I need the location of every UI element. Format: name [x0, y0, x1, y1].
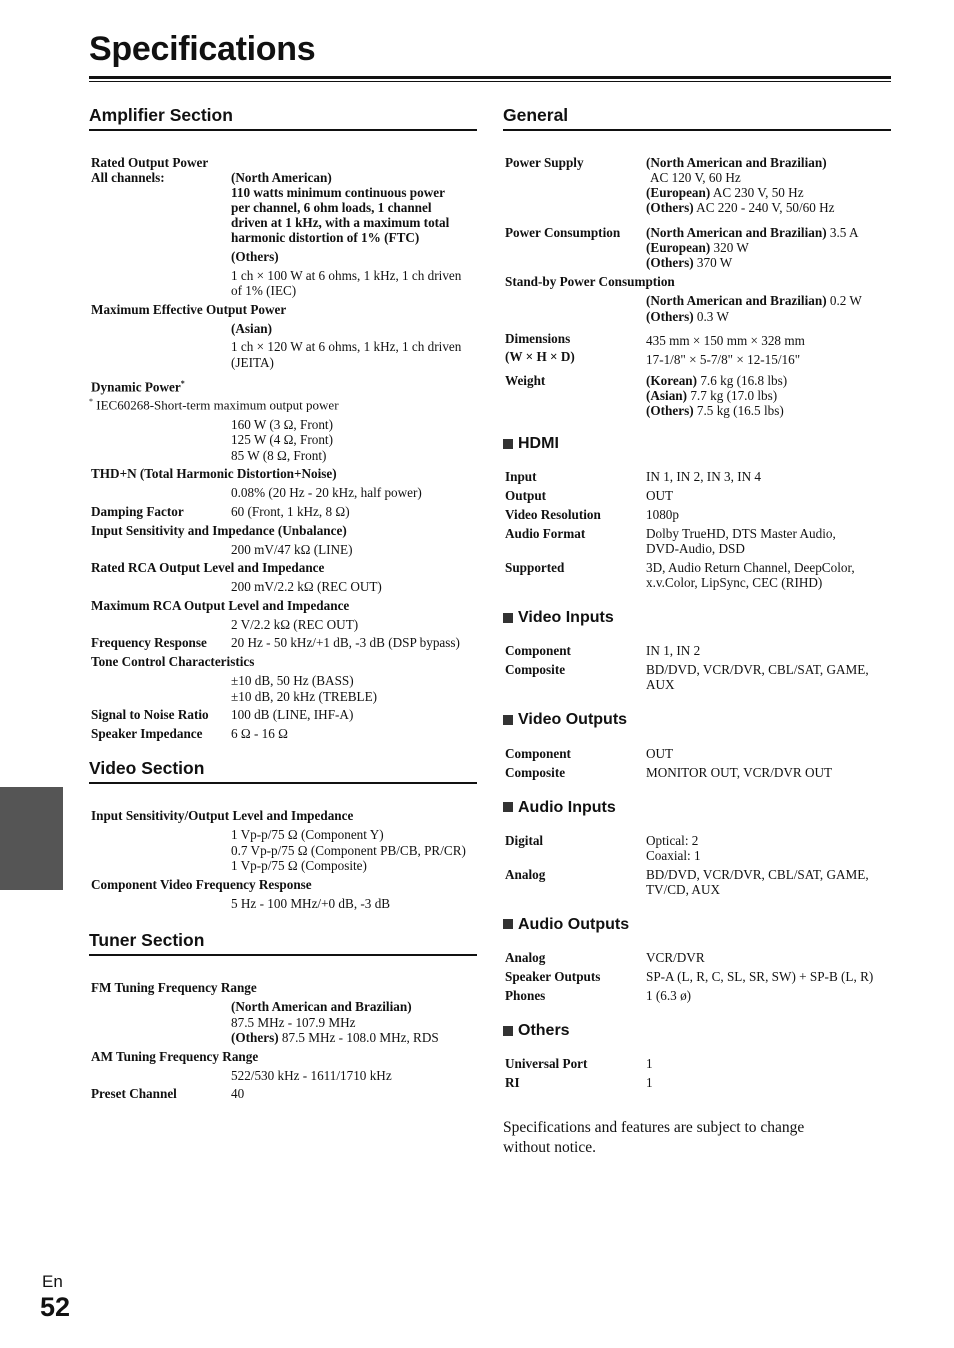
video-inputs-row — [503, 662, 891, 692]
video-outputs-value: OUT — [646, 745, 674, 761]
speaker-impedance-row — [89, 726, 477, 741]
frequency-response-label: Frequency Response — [91, 635, 207, 651]
video-value: 1 Vp-p/75 Ω (Composite) — [231, 858, 367, 874]
ps-others-value: AC 220 - 240 V, 50/60 Hz — [693, 200, 835, 215]
pc-na-value: 3.5 A — [826, 225, 859, 240]
general-section-heading: General — [503, 105, 891, 131]
hdmi-label: Supported — [505, 560, 565, 576]
hdmi-row — [503, 488, 891, 503]
video-inputs-label: Component — [505, 643, 571, 659]
audio-inputs-row — [503, 833, 891, 863]
tone-value: ±10 dB, 50 Hz (BASS) — [231, 673, 354, 689]
weight-row — [503, 373, 891, 418]
north-american-power — [231, 170, 477, 245]
video-outputs-label: Composite — [505, 764, 566, 780]
audio-outputs-row — [503, 988, 891, 1003]
video-inputs-heading-text: Video Inputs — [518, 609, 614, 627]
thd-value: 0.08% (20 Hz - 20 kHz, half power) — [231, 485, 422, 501]
snr-row — [89, 707, 477, 722]
language-label: En — [42, 1272, 63, 1291]
na-label: (North American) — [231, 170, 332, 185]
video-outputs-heading — [503, 710, 891, 729]
max-rca-label: Maximum RCA Output Level and Impedance — [91, 597, 350, 613]
square-bullet-icon — [503, 802, 513, 812]
hdmi-row — [503, 526, 891, 556]
hdmi-row — [503, 469, 891, 484]
dimensions-imperial: 17-1/8" × 5-7/8" × 12-15/16" — [646, 352, 801, 367]
damping-value: 60 (Front, 1 kHz, 8 Ω) — [231, 503, 350, 519]
dynamic-power-text: Dynamic Power — [91, 379, 181, 395]
audio-outputs-label: Phones — [505, 987, 546, 1003]
left-column — [89, 105, 477, 1105]
tone-control-values — [89, 673, 477, 704]
sb-others-label: (Others) — [646, 308, 694, 324]
video-input-label: Input Sensitivity/Output Level and Impedance — [91, 808, 354, 824]
square-bullet-icon — [503, 613, 513, 623]
preset-channel-value: 40 — [231, 1086, 245, 1102]
others-row — [503, 1075, 891, 1090]
video-outputs-row — [503, 746, 891, 761]
hdmi-heading-text: HDMI — [518, 435, 559, 452]
hdmi-value: OUT — [646, 488, 674, 504]
hdmi-value: IN 1, IN 2, IN 3, IN 4 — [646, 469, 762, 485]
fm-range-label: FM Tuning Frequency Range — [91, 980, 257, 996]
video-section-heading: Video Section — [89, 758, 477, 784]
rated-rca-label: Rated RCA Output Level and Impedance — [91, 560, 325, 576]
w-kr-label: (Korean) — [646, 373, 698, 388]
video-inputs-label: Composite — [505, 662, 566, 678]
snr-value: 100 dB (LINE, IHF-A) — [231, 707, 354, 723]
dimensions-row — [503, 330, 891, 369]
speaker-impedance-label: Speaker Impedance — [91, 726, 203, 742]
square-bullet-icon — [503, 919, 513, 929]
specs-notice — [503, 1118, 891, 1158]
max-effective-label: Maximum Effective Output Power — [91, 301, 287, 317]
w-ot-value: 7.5 kg (16.5 lbs) — [693, 403, 784, 418]
pc-eu-value: 320 W — [710, 240, 749, 255]
na-text-line: driven at 1 kHz, with a maximum total — [231, 215, 450, 230]
ps-na-label: (North American and Brazilian) — [646, 155, 827, 170]
rated-output-power-label: Rated Output Power — [91, 155, 209, 170]
component-video-freq-label: Component Video Frequency Response — [91, 876, 312, 892]
asian-text-line: (JEITA) — [231, 354, 274, 370]
dynamic-power-label — [89, 376, 477, 394]
power-supply-label: Power Supply — [505, 155, 584, 170]
na-text-line: per channel, 6 ohm loads, 1 channel — [231, 200, 432, 215]
others-power — [89, 268, 477, 299]
am-range-label: AM Tuning Frequency Range — [91, 1048, 259, 1064]
video-outputs-value: MONITOR OUT, VCR/DVR OUT — [646, 764, 833, 780]
video-inputs-value-line: BD/DVD, VCR/DVR, CBL/SAT, GAME, — [646, 662, 869, 678]
ps-na-value: AC 120 V, 60 Hz — [650, 170, 741, 185]
hdmi-value-line: x.v.Color, LipSync, CEC (RIHD) — [646, 575, 823, 591]
sb-others-value: 0.3 W — [693, 308, 729, 324]
audio-inputs-value-line: Coaxial: 1 — [646, 847, 701, 863]
ps-others-label: (Others) — [646, 200, 694, 215]
audio-inputs-label: Analog — [505, 866, 546, 882]
square-bullet-icon — [503, 1026, 513, 1036]
standby-label: Stand-by Power Consumption — [505, 274, 675, 289]
dynamic-note-text: IEC60268-Short-term maximum output power — [96, 397, 339, 413]
notice-line: without notice. — [503, 1139, 596, 1157]
frequency-response-value: 20 Hz - 50 kHz/+1 dB, -3 dB (DSP bypass) — [231, 635, 460, 651]
hdmi-value — [646, 526, 891, 556]
square-bullet-icon — [503, 715, 513, 725]
damping-label: Damping Factor — [91, 503, 184, 519]
power-consumption-label: Power Consumption — [505, 225, 621, 240]
input-sensitivity-value: 200 mV/47 kΩ (LINE) — [231, 541, 353, 557]
thd-label: THD+N (Total Harmonic Distortion+Noise) — [91, 466, 337, 482]
video-outputs-label: Component — [505, 745, 571, 761]
others-label: Universal Port — [505, 1056, 588, 1072]
video-value: 1 Vp-p/75 Ω (Component Y) — [231, 827, 384, 843]
na-text-line: 110 watts minimum continuous power — [231, 185, 445, 200]
hdmi-label: Output — [505, 488, 547, 504]
dimensions-metric: 435 mm × 150 mm × 328 mm — [646, 333, 805, 348]
others-text-line: 1 ch × 100 W at 6 ohms, 1 kHz, 1 ch driven — [231, 267, 462, 283]
hdmi-row — [503, 507, 891, 522]
w-kr-value: 7.6 kg (16.8 lbs) — [697, 373, 788, 388]
snr-label: Signal to Noise Ratio — [91, 707, 209, 723]
hdmi-value-line: 3D, Audio Return Channel, DeepColor, — [646, 560, 855, 576]
others-heading-text: Others — [518, 1021, 570, 1039]
power-consumption-row — [503, 225, 891, 270]
others-heading — [503, 1021, 891, 1040]
audio-inputs-value — [646, 867, 891, 897]
asian-power — [89, 339, 477, 370]
right-column — [503, 105, 891, 1158]
title-rule — [89, 76, 891, 82]
fm-others-label: (Others) — [231, 1030, 279, 1046]
tone-control-label: Tone Control Characteristics — [91, 654, 255, 670]
w-ot-label: (Others) — [646, 403, 694, 418]
square-bullet-icon — [503, 439, 513, 449]
video-inputs-row — [503, 643, 891, 658]
audio-outputs-value: 1 (6.3 ø) — [646, 987, 692, 1003]
preset-channel-row — [89, 1086, 477, 1101]
audio-outputs-heading — [503, 915, 891, 934]
w-as-label: (Asian) — [646, 388, 688, 403]
rated-rca-value: 200 mV/2.2 kΩ (REC OUT) — [231, 579, 382, 595]
all-channels-row — [89, 170, 477, 245]
dynamic-power-note — [89, 394, 477, 412]
dimensions-sub: (W × H × D) — [505, 349, 575, 364]
weight-label: Weight — [505, 373, 546, 388]
video-outputs-row — [503, 765, 891, 780]
amplifier-section-heading: Amplifier Section — [89, 105, 477, 131]
audio-inputs-heading-text: Audio Inputs — [518, 798, 616, 816]
speaker-impedance-value: 6 Ω - 16 Ω — [231, 726, 288, 742]
fm-range-values — [89, 999, 477, 1046]
notice-line: Specifications and features are subject to change — [503, 1119, 805, 1137]
audio-outputs-heading-text: Audio Outputs — [518, 915, 630, 933]
fm-na-label: (North American and Brazilian) — [231, 999, 412, 1015]
w-as-value: 7.7 kg (17.0 lbs) — [687, 388, 778, 403]
pc-na-label: (North American and Brazilian) — [646, 225, 827, 240]
others-text-line: of 1% (IEC) — [231, 283, 297, 298]
max-rca-value: 2 V/2.2 kΩ (REC OUT) — [231, 616, 359, 632]
pc-others-label: (Others) — [646, 255, 694, 270]
dimensions-label-text: Dimensions — [505, 331, 571, 346]
audio-inputs-value-line: BD/DVD, VCR/DVR, CBL/SAT, GAME, — [646, 866, 869, 882]
ps-eu-value: AC 230 V, 50 Hz — [710, 185, 804, 200]
dimensions-label — [503, 330, 646, 369]
asian-label: (Asian) — [231, 320, 273, 336]
pc-others-value: 370 W — [693, 255, 733, 270]
audio-inputs-value — [646, 833, 891, 863]
power-consumption-values — [646, 225, 891, 270]
page-title: Specifications — [89, 30, 316, 68]
hdmi-label: Video Resolution — [505, 507, 601, 523]
preset-channel-label: Preset Channel — [91, 1086, 177, 1102]
sb-na-value: 0.2 W — [826, 293, 862, 308]
audio-outputs-label: Analog — [505, 949, 546, 965]
others-row — [503, 1056, 891, 1071]
video-value: 0.7 Vp-p/75 Ω (Component PB/CB, PR/CR) — [231, 842, 466, 858]
section-side-tab — [0, 787, 63, 890]
video-inputs-value-line: AUX — [646, 677, 675, 693]
hdmi-value-line: DVD-Audio, DSD — [646, 541, 745, 557]
dynamic-value: 85 W (8 Ω, Front) — [231, 447, 327, 463]
video-inputs-value — [646, 662, 891, 692]
am-range-value: 522/530 kHz - 1611/1710 kHz — [231, 1067, 392, 1083]
audio-inputs-label: Digital — [505, 832, 544, 848]
others-label: RI — [505, 1075, 520, 1091]
fm-others-value: 87.5 MHz - 108.0 MHz, RDS — [278, 1030, 439, 1046]
video-input-values — [89, 827, 477, 874]
audio-outputs-row — [503, 950, 891, 965]
fm-na-value: 87.5 MHz - 107.9 MHz — [231, 1014, 356, 1030]
page-number: 52 — [40, 1292, 71, 1322]
all-channels-label: All channels: — [91, 170, 165, 185]
tone-value: ±10 dB, 20 kHz (TREBLE) — [231, 688, 378, 704]
audio-inputs-value-line: Optical: 2 — [646, 832, 699, 848]
audio-outputs-value: SP-A (L, R, C, SL, SR, SW) + SP-B (L, R) — [646, 968, 874, 984]
others-value: 1 — [646, 1075, 653, 1091]
video-outputs-heading-text: Video Outputs — [518, 711, 628, 729]
dynamic-value: 160 W (3 Ω, Front) — [231, 416, 333, 432]
dynamic-value: 125 W (4 Ω, Front) — [231, 432, 333, 448]
audio-inputs-heading — [503, 798, 891, 817]
hdmi-value — [646, 560, 891, 590]
video-inputs-heading — [503, 608, 891, 627]
weight-values — [646, 373, 891, 418]
audio-outputs-value: VCR/DVR — [646, 949, 705, 965]
frequency-response-row — [89, 635, 477, 650]
asian-text-line: 1 ch × 120 W at 6 ohms, 1 kHz, 1 ch driven — [231, 339, 462, 354]
power-supply-row — [503, 155, 891, 215]
component-video-freq-value: 5 Hz - 100 MHz/+0 dB, -3 dB — [231, 895, 391, 911]
power-supply-values — [646, 155, 891, 215]
audio-inputs-value-line: TV/CD, AUX — [646, 881, 720, 897]
pc-eu-label: (European) — [646, 240, 711, 255]
audio-outputs-label: Speaker Outputs — [505, 968, 601, 984]
hdmi-value-line: Dolby TrueHD, DTS Master Audio, — [646, 526, 836, 542]
hdmi-label: Audio Format — [505, 526, 586, 542]
hdmi-label: Input — [505, 469, 537, 485]
audio-outputs-row — [503, 969, 891, 984]
na-text-line: harmonic distortion of 1% (FTC) — [231, 230, 420, 245]
sb-na-label: (North American and Brazilian) — [646, 293, 827, 308]
others-label: (Others) — [231, 249, 279, 264]
dimensions-values — [646, 330, 891, 369]
hdmi-heading — [503, 434, 891, 453]
dynamic-power-values — [89, 417, 477, 464]
damping-row — [89, 504, 477, 519]
asterisk: * — [89, 397, 93, 407]
hdmi-row — [503, 560, 891, 590]
ps-eu-label: (European) — [646, 185, 711, 200]
asterisk: * — [180, 379, 185, 388]
standby-values — [503, 293, 891, 324]
tuner-section-heading: Tuner Section — [89, 930, 477, 956]
input-sensitivity-label: Input Sensitivity and Impedance (Unbalance) — [91, 522, 347, 538]
hdmi-value: 1080p — [646, 507, 679, 523]
video-inputs-value: IN 1, IN 2 — [646, 643, 701, 659]
others-value: 1 — [646, 1056, 653, 1072]
audio-inputs-row — [503, 867, 891, 897]
